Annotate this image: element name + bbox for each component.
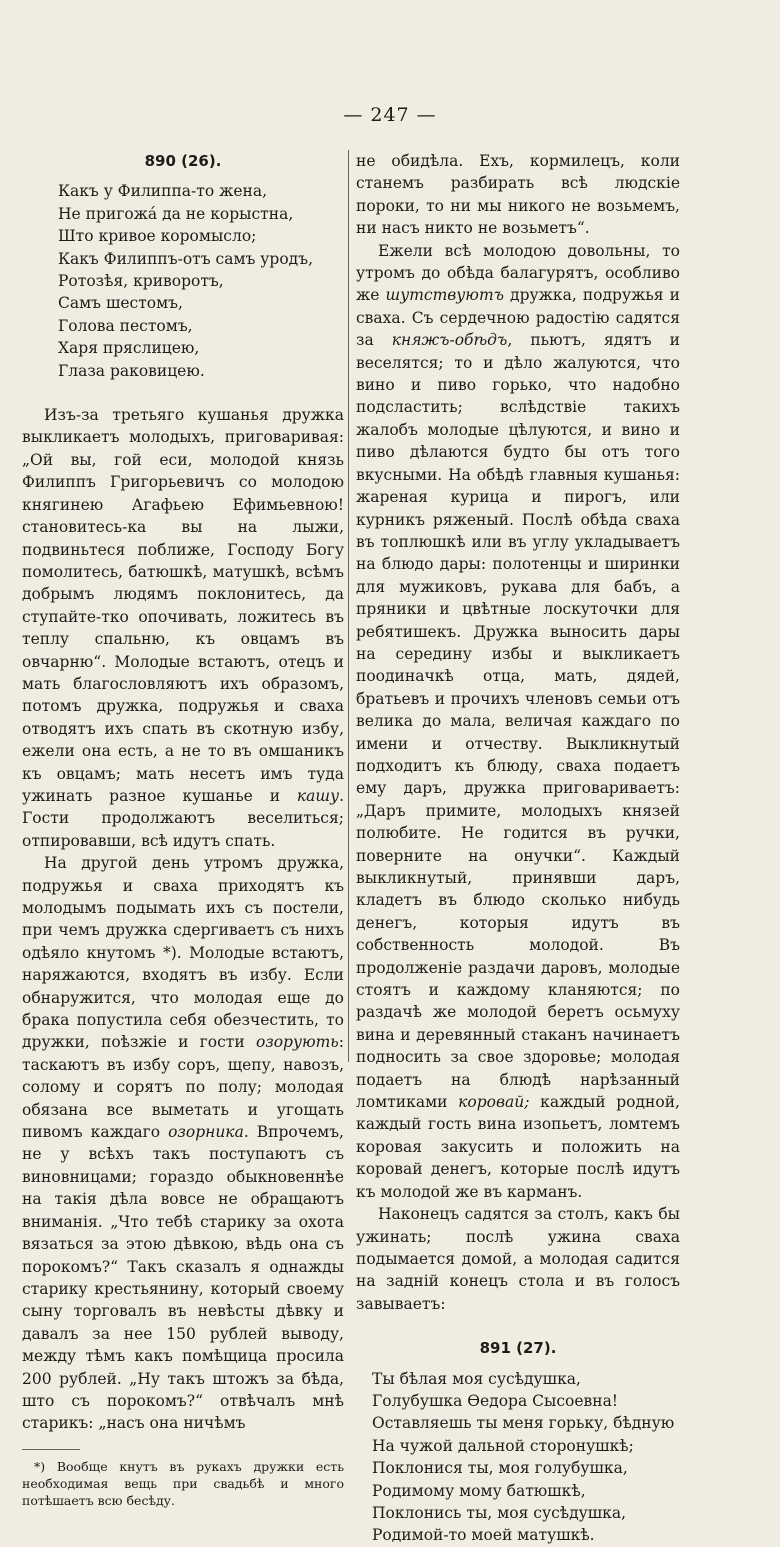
song-number: 890 (26). [144,152,222,170]
song-number: 891 (27). [479,1339,557,1358]
body-paragraph: Изъ-за третьяго кушанья дружка выкликаетъ молодыхъ, приговаривая: „Ой вы, гой еси, молодой князь Филиппъ Григорьевичъ со молодою княгинею Агафьею Ефимьевною! становитесь-ка вы на лыжи, подвиньтеся поближе, Господу Богу помолитесь, батюшкѣ, матушкѣ, всѣмъ добрымъ людямъ поклонитесь, да ступайте-тко опочивать, ложитесь въ теплу спальню, къ овцамъ въ овчарню“. Молодые встаютъ, отецъ и мать благословляютъ ихъ образомъ, потомъ дружка, подружья и сваха отводятъ ихъ спать въ скотную избу, ежели она есть, а не то въ омшаникъ къ овцамъ; мать несетъ имъ туда ужинать разное кушанье и кашу. Гости продолжаютъ веселиться; отпировавши, всѣ идутъ спать. [22,406,344,850]
verse-line: Поклонись ты, моя сусѣдушка, [372,1503,627,1522]
verse-line: Голубушка Ѳедора Сысоевна! [372,1391,619,1410]
footnote-divider [22,1449,80,1450]
verse-line: Поклонися ты, моя голубушка, [372,1459,628,1478]
verse-line: Ротозѣя, криворотъ, [58,272,224,291]
page-number: — 247 — [343,104,437,126]
song-verse [58,180,344,382]
verse-line: Какъ Филиппъ-отъ самъ уродъ, [58,249,314,268]
verse-line: Харя пряслицею, [58,339,200,358]
verse-line: Глаза раковицею. [58,361,205,380]
verse-line: Ты бѣлая моя сусѣдушка, [372,1369,581,1388]
song-verse [372,1368,680,1547]
body-paragraph: Наконецъ садятся за столъ, какъ бы ужинать; послѣ ужина сваха подымается домой, а молодая садится на задній конецъ стола и въ голосъ завываетъ: [356,1205,680,1313]
left-column [22,150,344,1509]
verse-line: Самъ шестомъ, [58,294,183,313]
right-column [356,150,680,1547]
footnote: *) Вообще кнутъ въ рукахъ дружки есть необходимая вещь при свадьбѣ и много потѣшаетъ всю бесѣду. [22,1458,344,1508]
body-paragraph: Ежели всѣ молодою довольны, то утромъ до обѣда балагурятъ, особливо же шутствуютъ дружка, подружья и сваха. Съ сердечною радостію садятся за княжъ-обѣдъ, пьютъ, ядятъ и веселятся; то и дѣло жалуются, что вино и пиво горько, что надобно подсластить; вслѣдствіе такихъ жалобъ молодые цѣлуются, и вино и пиво дѣлаются будто бы отъ того вкусными. На обѣдѣ главныя кушанья: жареная курица и пирогъ, или курникъ ряженый. Послѣ обѣда сваха въ топлюшкѣ или въ углу укладываетъ на блюдо дары: полотенцы и ширинки для мужиковъ, рукава для бабъ, а пряники и цвѣтные лоскуточки для ребятишекъ. Дружка выносить дары на середину избы и выкликаетъ поодиначкѣ отца, мать, дядей, братьевъ и прочихъ членовъ семьи отъ велика до мала, величая каждаго по имени и отчеству. Выкликнутый подходитъ къ блюду, сваха подаетъ ему даръ, дружка приговариваетъ: „Даръ примите, молодыхъ князей полюбите. Не годится въ ручки, поверните на онучки“. Каждый выкликнутый, принявши даръ, кладетъ въ блюдо сколько нибудь денегъ, которыя идутъ въ собственность молодой. Въ продолженіе раздачи даровъ, молодые стоятъ и каждому кланяются; по раздачѣ же молодой беретъ осьмуху вина и деревянный стаканъ начинаетъ подносить за свое здоровье; молодая подаетъ на блюдѣ нарѣзанный ломтиками коровай; каждый родной, каждый гость вина изопьетъ, ломтемъ коровая закусить и положить на коровай денегъ, которые послѣ идутъ къ молодой же въ карманъ. [356,241,680,1201]
verse-line: Родимому мому батюшкѣ, [372,1481,586,1500]
verse-line: Какъ у Филиппа-то жена, [58,182,268,201]
verse-line: Голова пестомъ, [58,316,193,335]
verse-line: На чужой дальной сторонушкѣ; [372,1436,634,1455]
body-paragraph: не обидѣла. Ехъ, кормилецъ, коли станемъ разбирать всѣ людскіе пороки, то ни мы никого не возьмемъ, ни насъ никто не возьметъ“. [356,152,680,238]
verse-line: Родимой-то моей матушкѣ. [372,1526,595,1545]
column-divider [348,150,349,1062]
verse-line: Не пригожá да не корыстна, [58,204,294,223]
verse-line: Што кривое коромысло; [58,227,257,246]
body-paragraph: На другой день утромъ дружка, подружья и сваха приходятъ къ молодымъ подымать ихъ съ постели, при чемъ дружка сдергиваетъ съ нихъ одѣяло кнутомъ *). Молодые встаютъ, наряжаются, входятъ въ избу. Если обнаружится, что молодая еще до брака попустила себя обезчестить, то дружки, поѣзжіе и гости озорують: таскаютъ въ избу соръ, щепу, навозъ, солому и сорятъ по полу; молодая обязана все выметать и угощать пивомъ каждаго озорника. Впрочемъ, не у всѣхъ такъ поступаютъ съ виновницами; гораздо обыкновеннѣе на такія дѣла вовсе не обращаютъ вниманія. „Что тебѣ старику за охота вязаться за этою дѣвкою, вѣдь она съ порокомъ?“ Такъ сказалъ я однажды старику крестьянину, который своему сыну торговалъ въ невѣсты дѣвку и давалъ за нее 150 рублей выводу, между тѣмъ какъ помѣщица просила 200 рублей. „Ну такъ штожъ за бѣда, што съ порокомъ?“ отвѣчалъ мнѣ старикъ: „насъ она ничѣмъ [22,854,344,1433]
verse-line: Оставляешь ты меня горьку, бѣдную [372,1414,675,1433]
